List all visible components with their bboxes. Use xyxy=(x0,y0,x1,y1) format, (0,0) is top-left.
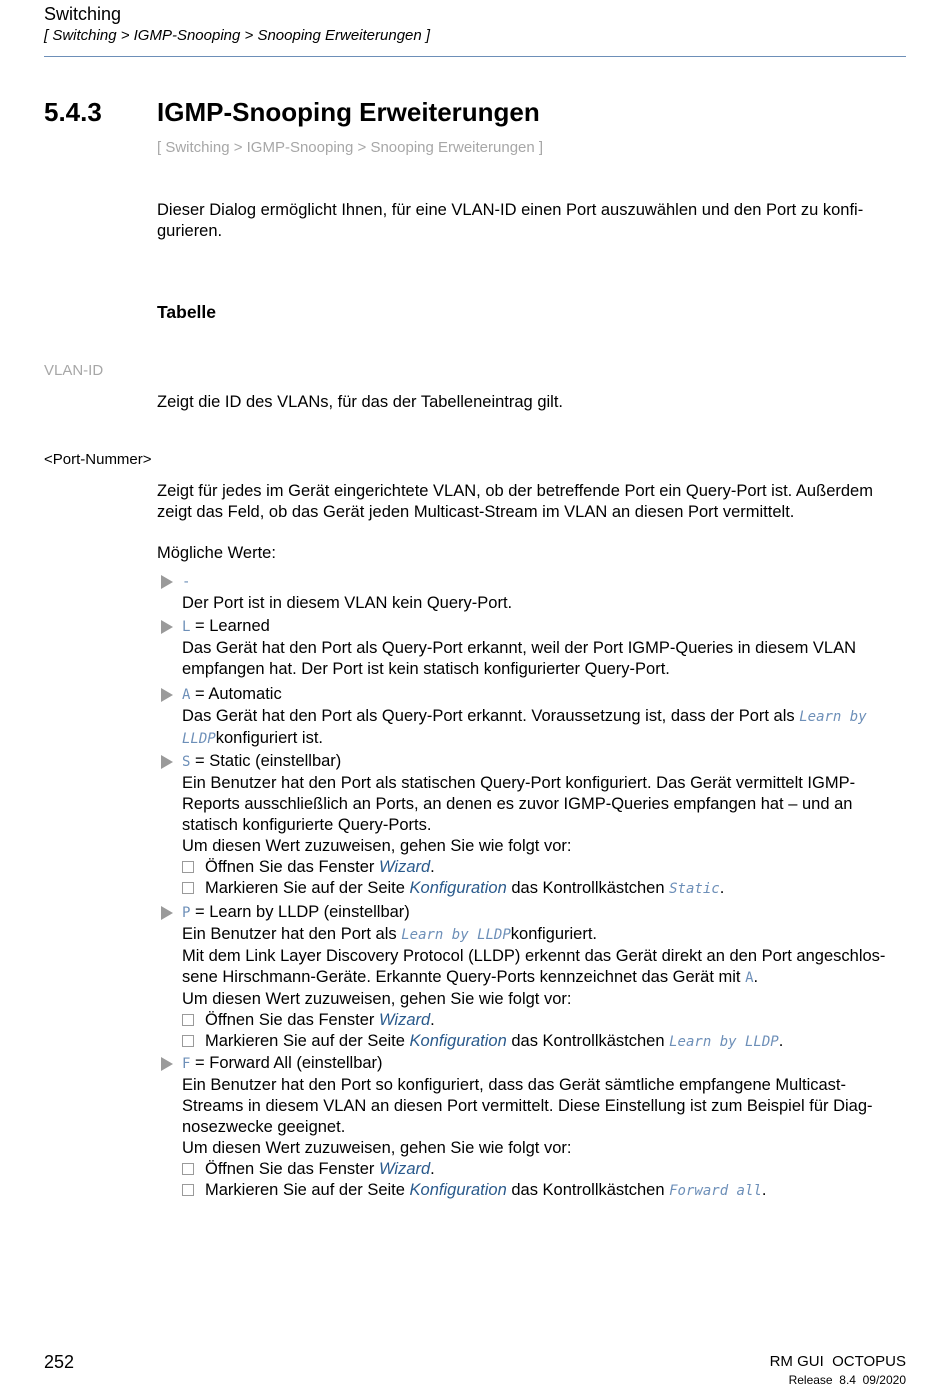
gui-ref-wizard: Wizard xyxy=(378,858,431,876)
gui-ref-konfiguration: Konfiguration xyxy=(409,1181,507,1199)
running-header-title: Switching xyxy=(44,4,122,24)
checkbox-square-icon xyxy=(182,1184,194,1196)
field-description-port: Zeigt für jedes im Gerät eingerichtete VLAN, ob der betreffende Port ein Query-Port ist. Außerdem zeigt das Feld, ob das Gerät jeden Multicast-Stream im VLAN an diesen Port vermittelt. xyxy=(157,482,873,521)
value-code: - xyxy=(182,574,191,590)
value-code: L xyxy=(182,619,191,635)
checkbox-square-icon xyxy=(182,861,194,873)
checkbox-square-icon xyxy=(182,1035,194,1047)
gui-ref-konfiguration: Konfiguration xyxy=(409,879,507,897)
step-mark-checkbox: Markieren Sie auf der Seite Konfiguration das Kontrollkästchen Forward all. xyxy=(182,1180,907,1202)
running-header-breadcrumb: [ Switching > IGMP-Snooping > Snooping Erweiterungen ] xyxy=(44,27,431,44)
checkbox-square-icon xyxy=(182,1163,194,1175)
value-item-automatic xyxy=(157,684,907,750)
howto-text: Um diesen Wert zuzuweisen, gehen Sie wie folgt vor: xyxy=(182,837,572,855)
footer-release: Release 8.4 09/2020 xyxy=(788,1373,906,1387)
value-item-learned xyxy=(157,616,907,680)
value-description: Das Gerät hat den Port als Query-Port erkannt, weil der Port IGMP-Queries in diesem VLAN empfangen hat. Der Port ist kein statisch konfigurierter Query-Port. xyxy=(182,639,857,678)
howto-text: Um diesen Wert zuzuweisen, gehen Sie wie folgt vor: xyxy=(182,990,572,1008)
bullet-triangle-icon xyxy=(161,575,173,589)
table-heading: Tabelle xyxy=(157,302,217,322)
step-mark-checkbox: Markieren Sie auf der Seite Konfiguration das Kontrollkästchen Static. xyxy=(182,878,907,900)
field-name-vlan-id: VLAN-ID xyxy=(44,362,104,379)
bullet-triangle-icon xyxy=(161,688,173,702)
value-code: A xyxy=(182,687,191,703)
howto-text: Um diesen Wert zuzuweisen, gehen Sie wie folgt vor: xyxy=(182,1139,572,1157)
gui-ref-checkbox-forward-all: Forward all xyxy=(669,1183,762,1199)
gui-ref-checkbox-static: Static xyxy=(669,881,720,897)
value-code: F xyxy=(182,1056,191,1072)
value-item-dash xyxy=(157,571,907,614)
section-intro: Dieser Dialog ermöglicht Ihnen, für eine VLAN-ID einen Port auszuwählen und den Port zu konfi-gurieren. xyxy=(157,201,864,240)
section-breadcrumb: [ Switching > IGMP-Snooping > Snooping Erweiterungen ] xyxy=(157,139,544,156)
value-description: Das Gerät hat den Port als Query-Port erkannt. Voraussetzung ist, dass der Port als xyxy=(182,707,800,725)
value-label: = Automatic xyxy=(190,685,282,703)
step-open-wizard: Öffnen Sie das Fenster Wizard. xyxy=(182,1010,907,1031)
section-number: 5.4.3 xyxy=(44,97,102,127)
gui-ref-wizard: Wizard xyxy=(378,1160,431,1178)
bullet-triangle-icon xyxy=(161,620,173,634)
step-mark-checkbox: Markieren Sie auf der Seite Konfiguration das Kontrollkästchen Learn by LLDP. xyxy=(182,1031,907,1053)
value-label: = Static (einstellbar) xyxy=(190,752,342,770)
checkbox-square-icon xyxy=(182,882,194,894)
checkbox-square-icon xyxy=(182,1014,194,1026)
field-description-vlan-id: Zeigt die ID des VLANs, für das der Tabelleneintrag gilt. xyxy=(157,393,563,411)
value-description-code: Learn by LLDP xyxy=(401,927,511,943)
header-divider xyxy=(44,56,906,57)
step-open-wizard: Öffnen Sie das Fenster Wizard. xyxy=(182,1159,907,1180)
value-description-code: A xyxy=(745,970,754,986)
gui-ref-konfiguration: Konfiguration xyxy=(409,1032,507,1050)
value-item-learn-by-lldp: P = Learn by LLDP (einstellbar) Ein Benutzer hat den Port als Learn by LLDPkonfiguriert. Mit dem Link Layer Discovery Protocol (LLDP) erkennt das Gerät direkt an den Port angeschlos-sene Hirschmann-Geräte. Erkannte Query-Ports kennzeichnet das Gerät mit A. Um diesen Wert zuzuweisen, gehen Sie wie folgt vor: Öffnen Sie das Fenster Wizard. Markieren Sie auf der Seite Konfiguration das Kontrollkästchen Learn by LLDP. xyxy=(157,902,907,1053)
value-item-forward-all xyxy=(157,1053,907,1202)
value-item-static xyxy=(157,751,907,900)
gui-ref-wizard: Wizard xyxy=(378,1011,431,1029)
gui-ref-checkbox-learn-by-lldp: Learn by LLDP xyxy=(669,1034,779,1050)
value-description: Der Port ist in diesem VLAN kein Query-Port. xyxy=(182,594,513,612)
value-label: = Learned xyxy=(190,617,270,635)
value-label: = Forward All (einstellbar) xyxy=(190,1054,383,1072)
value-label: = Learn by LLDP (einstellbar) xyxy=(190,903,410,921)
footer-doc-title: RM GUI OCTOPUS xyxy=(769,1353,906,1370)
bullet-triangle-icon xyxy=(161,1057,173,1071)
value-code: S xyxy=(182,754,191,770)
possible-values-label: Mögliche Werte: xyxy=(157,544,276,562)
value-description-code: Learn by LLDP xyxy=(182,709,867,747)
value-description-end: konfiguriert ist. xyxy=(215,729,324,747)
value-description: Mit dem Link Layer Discovery Protocol (LLDP) erkennt das Gerät direkt an den Port angeschlos-sene Hirschmann-Geräte. Erkannte Query-Ports kennzeichnet das Gerät mit xyxy=(182,947,886,986)
step-open-wizard: Öffnen Sie das Fenster Wizard. xyxy=(182,857,907,878)
value-description: Ein Benutzer hat den Port als statischen Query-Port konfiguriert. Das Gerät vermittelt IGMP-Reports ausschließlich an Ports, an denen es zuvor IGMP-Queries empfangen hat – und an statisch konfigurierte Query-Ports. xyxy=(182,774,856,834)
bullet-triangle-icon xyxy=(161,755,173,769)
value-description: Ein Benutzer hat den Port so konfiguriert, dass das Gerät sämtliche empfangene Multicast-Streams in diesem VLAN an diesen Port vermittelt. Diese Einstellung ist zum Beispiel für Diag-nosezwecke geeignet. xyxy=(182,1076,873,1136)
section-title: IGMP-Snooping Erweiterungen xyxy=(157,97,540,127)
value-code: P xyxy=(182,905,191,921)
page-number: 252 xyxy=(44,1352,75,1372)
bullet-triangle-icon xyxy=(161,906,173,920)
field-name-port: <Port-Nummer> xyxy=(44,451,152,468)
